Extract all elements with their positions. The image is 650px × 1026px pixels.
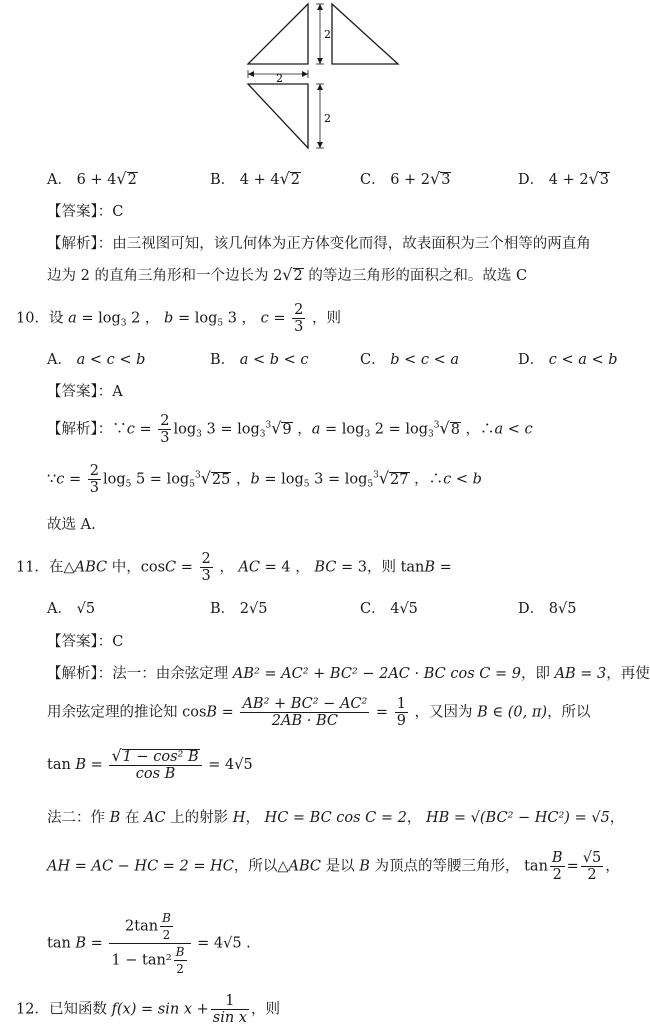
dim-label-mid: 2 — [276, 72, 283, 85]
dim-label-top: 2 — [324, 28, 331, 41]
q9-analysis-line2: 边为 2 的直角三角形和一个边长为 2√2 的等边三角形的面积之和。故选 C — [47, 265, 528, 284]
q11-method1-line3: tan B = $\frac{\text{√1 − cos² B}}{\text{cos B}}$ = 4√5 — [47, 746, 253, 782]
q9-option-c: C． 6 + 2√3 — [360, 169, 451, 188]
top-view-triangle — [248, 84, 308, 148]
q11-option-b: B． 2√5 — [210, 601, 268, 617]
q11-option-d: D． 8√5 — [518, 601, 577, 617]
q10-stem: 10．设 $a = \log_3 2$ ， $b = \log_5 3$ ， c = $\frac{2}{3}$ ，则 — [16, 302, 342, 335]
q11-method1-line2: 用余弦定理的推论知 cosB = $\frac{\text{AB² + BC² − AC²}}{2AB \cdot BC}$ = $\frac{1}{9}$ ，又因为 B ∈ (0, π)，所以 — [47, 696, 591, 729]
dim-label-bottom: 2 — [324, 112, 331, 125]
q9-answer: 【答案】：C — [47, 204, 124, 220]
q10-analysis-line3: 故选 A. — [47, 517, 96, 533]
q10-option-b: B． a < b < c — [210, 352, 309, 368]
q10-analysis-line1: 【解析】：∵c = $\frac{2}{3}$ $\log_3 3 = \log_3^3√9$ ，$a = \log_3 2 = \log_3^3√8$ ，∴a < c — [47, 413, 533, 446]
q11-method2-line2: AH = AC − HC = 2 = HC，所以△ABC 是以 B 为顶点的等腰三角形， tan $\frac{B}{2}$ = $\frac{√5}{2}$ ， — [47, 850, 620, 883]
q9-analysis-line1: 【解析】：由三视图可知，该几何体为正方体变化而得，故表面积为三个相等的两直角 — [47, 236, 591, 252]
q9-option-d: D． 4 + 2√3 — [518, 169, 610, 188]
q9-option-a: A． 6 + 4√2 — [47, 169, 137, 188]
q11-option-a: A． √5 — [47, 601, 96, 617]
q10-option-d: D． c < a < b — [518, 352, 618, 368]
q11-answer: 【答案】：C — [47, 634, 124, 650]
q10-answer: 【答案】：A — [47, 384, 123, 400]
q11-option-c: C． 4√5 — [360, 601, 418, 617]
q11-method1-line1: 【解析】：法一：由余弦定理 AB² = AC² + BC² − 2AC · BC cos C = 9，即 AB = 3，再使 — [47, 666, 650, 682]
q10-analysis-line2: ∵c = $\frac{2}{3}$ $\log_5 5 = \log_5^3√25$ ，$b = \log_5 3 = \log_5^3√27$ ，∴c < b — [47, 463, 482, 496]
side-view-triangle — [332, 4, 398, 64]
q11-method2-line3: tan B = 2tan $\frac{B}{2}$ 1 − tan² $\frac{B}{2}$ = 4√5 . — [47, 911, 251, 976]
front-view-triangle — [248, 4, 308, 64]
q10-option-c: C． b < c < a — [360, 352, 460, 368]
q11-method2-line1: 法二：作 B 在 AC 上的射影 H， HC = BC cos C = 2， HB = √(BC² − HC²) = √5， — [47, 810, 625, 826]
q12-stem: 12．已知函数 f(x) = sin x + $\frac{1}{\text{sin x}}$ ，则 — [16, 993, 280, 1026]
three-view-figure — [240, 0, 410, 160]
q10-option-a: A． a < c < b — [47, 352, 146, 368]
q11-stem: 11．在△ABC 中，cosC = $\frac{2}{3}$ ， AC = 4 ， BC = 3，则 tanB = — [16, 551, 452, 584]
q9-option-b: B． 4 + 4√2 — [210, 169, 301, 188]
